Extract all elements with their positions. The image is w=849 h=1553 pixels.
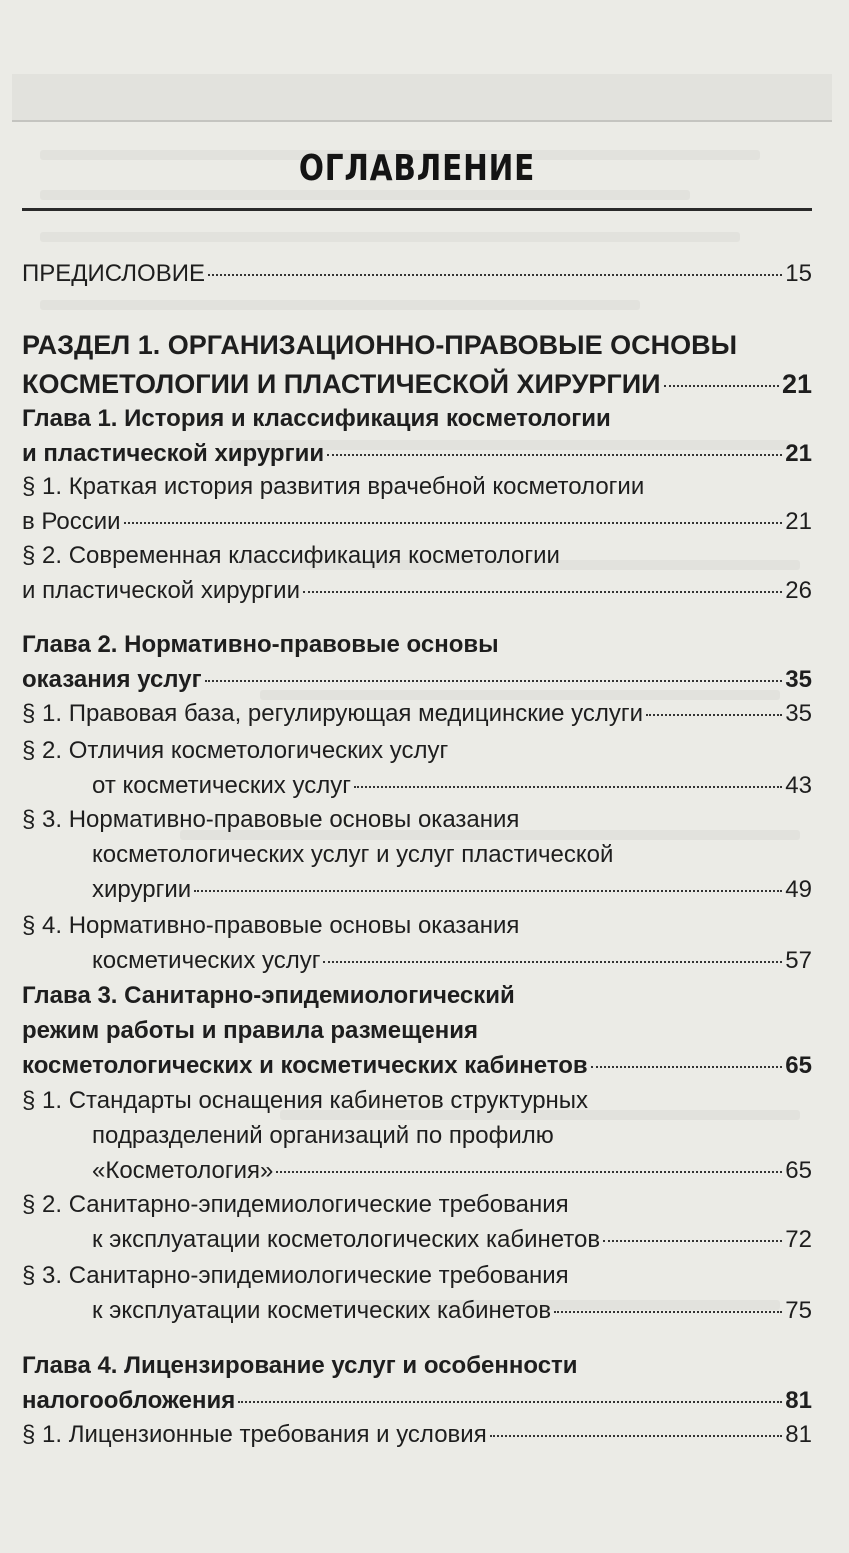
entry-title-line: подразделений организаций по профилю xyxy=(92,1122,554,1149)
toc-entry-ch3-section-3[interactable] xyxy=(22,1258,812,1328)
page-number: 26 xyxy=(785,577,812,604)
toc-entry-chapter-3[interactable] xyxy=(22,978,812,1083)
entry-title-line: § 1. Краткая история развития врачебной косметологии xyxy=(22,473,645,500)
entry-title-line: § 1. Стандарты оснащения кабинетов структурных xyxy=(22,1087,589,1114)
entry-title-line: от косметических услуг xyxy=(92,772,351,799)
dot-leader xyxy=(238,1401,782,1403)
dot-leader xyxy=(554,1311,782,1313)
toc-entry-chapter-4[interactable] xyxy=(22,1348,812,1418)
entry-title-line: § 1. Правовая база, регулирующая медицинские услуги xyxy=(22,700,644,727)
entry-title-line: РАЗДЕЛ 1. ОРГАНИЗАЦИОННО-ПРАВОВЫЕ ОСНОВЫ xyxy=(22,330,738,360)
entry-title-line: косметических услуг xyxy=(92,947,321,974)
page-number: 21 xyxy=(785,508,812,535)
dot-leader xyxy=(664,385,779,387)
toc-entry-ch3-section-1[interactable] xyxy=(22,1083,812,1188)
entry-title-line: к эксплуатации косметических кабинетов xyxy=(92,1297,552,1324)
page-number: 65 xyxy=(785,1052,812,1079)
entry-title-line: в России xyxy=(22,508,121,535)
entry-title-line: «Косметология» xyxy=(92,1157,274,1184)
entry-title: ПРЕДИСЛОВИЕ xyxy=(22,260,205,287)
toc-entry-chapter-2[interactable] xyxy=(22,627,812,697)
toc-page xyxy=(22,0,812,1553)
toc-title: ОГЛАВЛЕНИЕ xyxy=(298,148,536,189)
dot-leader xyxy=(303,591,782,593)
entry-title-line: и пластической хирургии xyxy=(22,577,300,604)
entry-title-line: Глава 1. История и классификация косметологии xyxy=(22,405,611,432)
toc-entry-ch2-section-3[interactable] xyxy=(22,802,812,907)
page-number: 15 xyxy=(785,260,812,287)
dot-leader xyxy=(591,1066,783,1068)
entry-title-line: налогообложения xyxy=(22,1387,236,1414)
entry-title-line: § 3. Нормативно-правовые основы оказания xyxy=(22,806,520,833)
toc-entry-ch2-section-1[interactable] xyxy=(22,696,812,731)
dot-leader xyxy=(490,1435,783,1437)
page-number: 21 xyxy=(781,369,812,399)
entry-title-line: Глава 3. Санитарно-эпидемиологический xyxy=(22,982,515,1009)
entry-title-line: к эксплуатации косметологических кабинетов xyxy=(92,1226,601,1253)
dot-leader xyxy=(646,714,782,716)
page-number: 35 xyxy=(785,700,812,727)
entry-title-line: и пластической хирургии xyxy=(22,440,325,467)
entry-title-line: Глава 4. Лицензирование услуг и особенности xyxy=(22,1352,578,1379)
page-number: 35 xyxy=(785,666,812,693)
toc-entry-ch2-section-2[interactable] xyxy=(22,733,812,803)
entry-title-line: § 3. Санитарно-эпидемиологические требования xyxy=(22,1262,569,1289)
page-number: 75 xyxy=(785,1297,812,1324)
entry-title-line: оказания услуг xyxy=(22,666,202,693)
toc-entry-ch1-section-2[interactable] xyxy=(22,538,812,608)
page-number: 81 xyxy=(785,1387,812,1414)
page-number: 81 xyxy=(785,1421,812,1448)
entry-title-line: § 1. Лицензионные требования и условия xyxy=(22,1421,487,1448)
toc-entry-ch4-section-1[interactable] xyxy=(22,1417,812,1452)
dot-leader xyxy=(603,1240,782,1242)
entry-title-line: § 2. Отличия косметологических услуг xyxy=(22,737,449,764)
entry-title-line: § 4. Нормативно-правовые основы оказания xyxy=(22,912,520,939)
page-number: 72 xyxy=(785,1226,812,1253)
dot-leader xyxy=(205,680,783,682)
page-number: 21 xyxy=(785,440,812,467)
page-number: 57 xyxy=(785,947,812,974)
toc-entry-part-1[interactable] xyxy=(22,326,812,404)
page-number: 49 xyxy=(785,876,812,903)
entry-title-line: КОСМЕТОЛОГИИ И ПЛАСТИЧЕСКОЙ ХИРУРГИИ xyxy=(22,369,661,399)
dot-leader xyxy=(276,1171,782,1173)
entry-title-line: косметологических услуг и услуг пластической xyxy=(92,841,614,868)
dot-leader xyxy=(354,786,782,788)
toc-entry-ch3-section-2[interactable] xyxy=(22,1187,812,1257)
entry-title-line: хирургии xyxy=(92,876,192,903)
dot-leader xyxy=(327,454,782,456)
toc-entry-preface[interactable] xyxy=(22,256,812,291)
entry-title-line: режим работы и правила размещения xyxy=(22,1017,478,1044)
dot-leader xyxy=(124,522,783,524)
dot-leader xyxy=(208,274,782,276)
dot-leader xyxy=(323,961,782,963)
title-rule xyxy=(22,208,812,211)
toc-entry-ch1-section-1[interactable] xyxy=(22,469,812,539)
page-number: 43 xyxy=(785,772,812,799)
dot-leader xyxy=(194,890,782,892)
entry-title-line: § 2. Санитарно-эпидемиологические требования xyxy=(22,1191,569,1218)
toc-entry-chapter-1[interactable] xyxy=(22,401,812,471)
entry-title-line: § 2. Современная классификация косметологии xyxy=(22,542,560,569)
entry-title-line: косметологических и косметических кабинетов xyxy=(22,1052,588,1079)
page-number: 65 xyxy=(785,1157,812,1184)
toc-entry-ch2-section-4[interactable] xyxy=(22,908,812,978)
entry-title-line: Глава 2. Нормативно-правовые основы xyxy=(22,631,499,658)
